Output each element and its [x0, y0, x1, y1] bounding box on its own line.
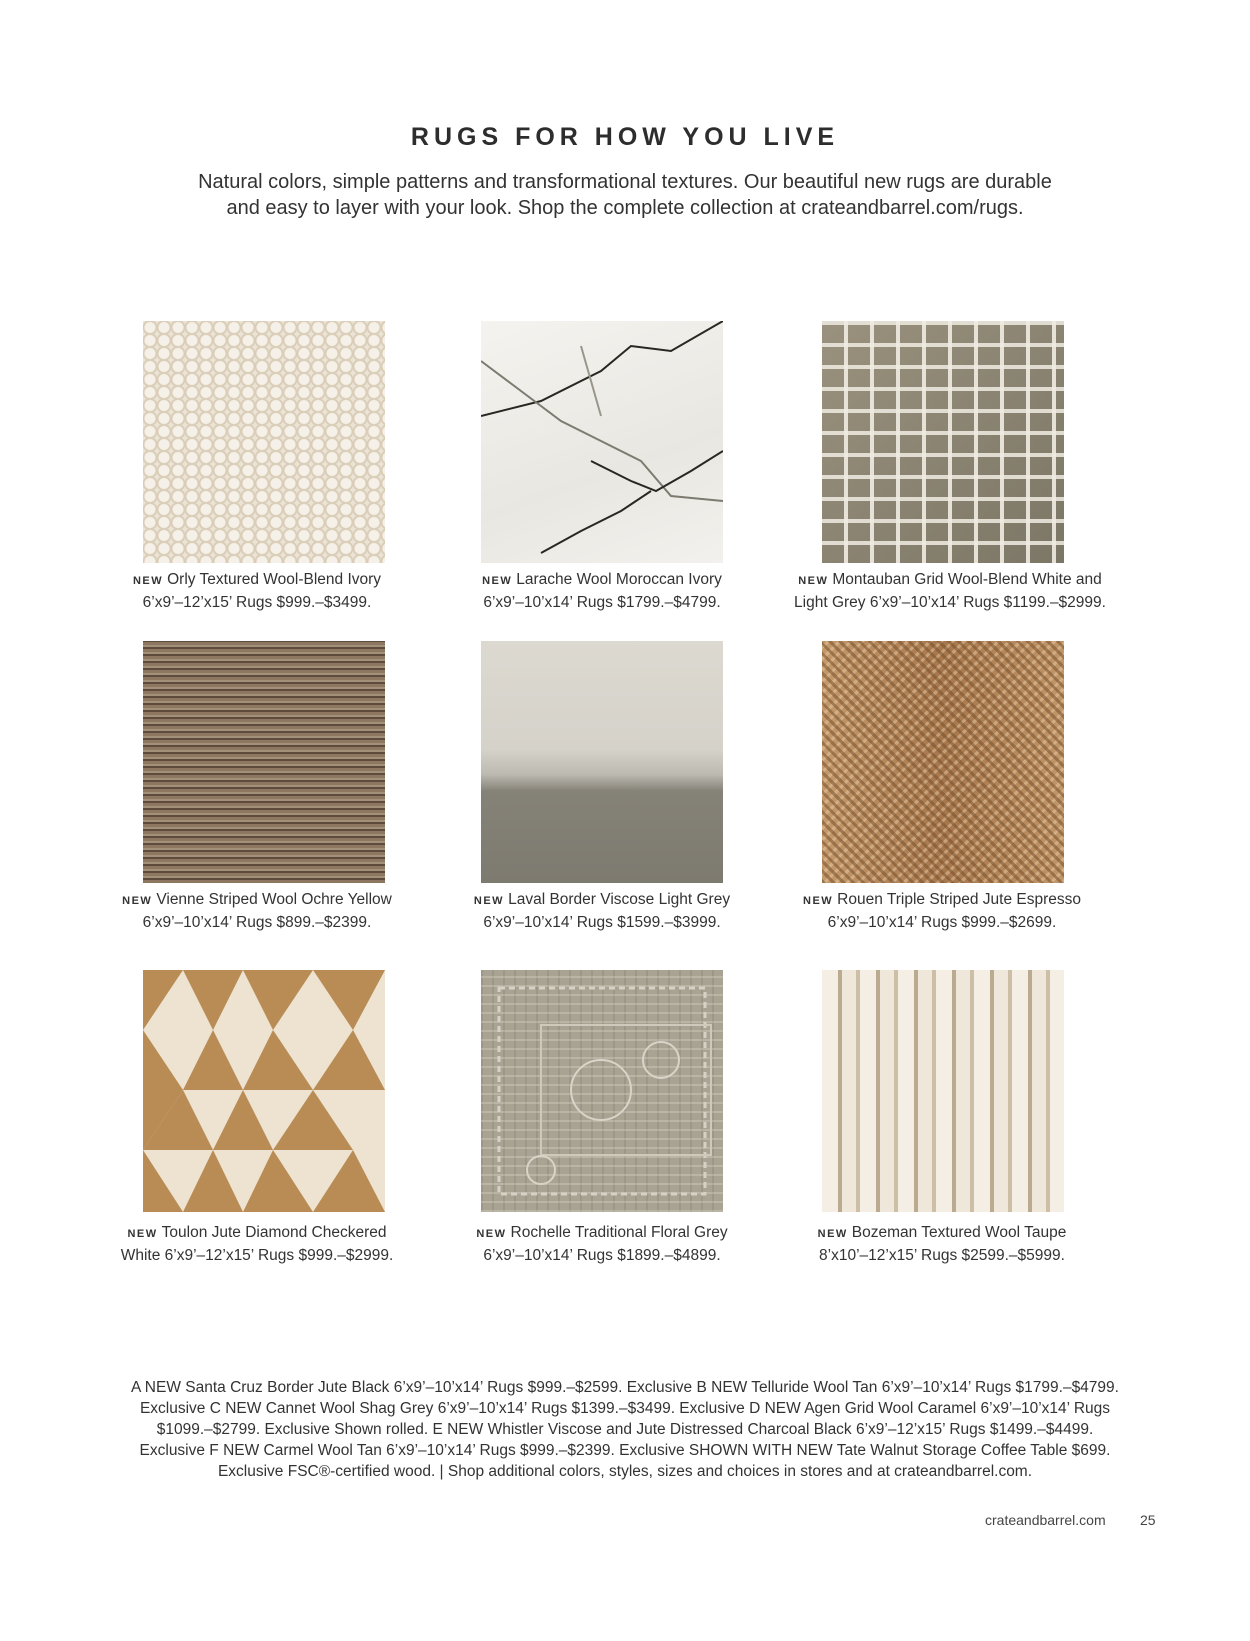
- rug-price: 6’x9’–12’x15’ Rugs $999.–$3499.: [142, 594, 372, 611]
- rug-image-bozeman[interactable]: [822, 970, 1064, 1212]
- rug-image-rochelle[interactable]: [481, 970, 723, 1212]
- rug-pattern: [481, 970, 723, 1212]
- page-number: 25: [1140, 1512, 1156, 1528]
- rug-caption: [780, 569, 1120, 614]
- new-badge: NEW: [476, 1228, 507, 1240]
- new-badge: NEW: [803, 895, 834, 907]
- rug-name: Larache Wool Moroccan Ivory: [516, 571, 722, 588]
- new-badge: NEW: [127, 1228, 158, 1240]
- intro-text: [0, 169, 1250, 221]
- product-footnote: [100, 1377, 1150, 1482]
- rug-caption: [107, 569, 407, 614]
- footnote-line: Exclusive F NEW Carmel Wool Tan 6’x9’–10’x14’ Rugs $999.–$2399. Exclusive SHOWN WITH NEW Tate Walnut Storage Coffee Table $699.: [139, 1442, 1111, 1459]
- rug-price: White 6’x9’–12’x15’ Rugs $999.–$2999.: [120, 1247, 394, 1264]
- rug-price: 6’x9’–10’x14’ Rugs $999.–$2699.: [827, 914, 1057, 931]
- new-badge: NEW: [798, 575, 829, 587]
- rug-price: 6’x9’–10’x14’ Rugs $1599.–$3999.: [483, 914, 721, 931]
- footnote-line: A NEW Santa Cruz Border Jute Black 6’x9’–10’x14’ Rugs $999.–$2599. Exclusive B NEW Telluride Wool Tan 6’x9’–10’x14’ Rugs $1799.–$4799.: [131, 1379, 1119, 1396]
- rug-image-laval[interactable]: [481, 641, 723, 883]
- rug-pattern: [481, 321, 723, 563]
- rug-name: Vienne Striped Wool Ochre Yellow: [156, 891, 392, 908]
- rug-image-toulon[interactable]: [143, 970, 385, 1212]
- rug-name: Rochelle Traditional Floral Grey: [510, 1224, 728, 1241]
- rug-price: Light Grey 6’x9’–10’x14’ Rugs $1199.–$2999.: [794, 594, 1106, 611]
- rug-caption: [792, 1222, 1092, 1267]
- new-badge: NEW: [122, 895, 153, 907]
- rug-price: 6’x9’–10’x14’ Rugs $1799.–$4799.: [483, 594, 721, 611]
- rug-name: Laval Border Viscose Light Grey: [508, 891, 731, 908]
- rug-name: Bozeman Textured Wool Taupe: [851, 1224, 1067, 1241]
- page-heading: RUGS FOR HOW YOU LIVE: [410, 123, 840, 151]
- rug-caption: [792, 889, 1092, 934]
- rug-pattern: [143, 970, 385, 1212]
- rug-name: Rouen Triple Striped Jute Espresso: [837, 891, 1081, 908]
- intro-line: Natural colors, simple patterns and transformational textures. Our beautiful new rugs are durable: [198, 171, 1052, 193]
- rug-image-larache[interactable]: [481, 321, 723, 563]
- rug-price: 6’x9’–10’x14’ Rugs $1899.–$4899.: [483, 1247, 721, 1264]
- new-badge: NEW: [482, 575, 513, 587]
- rug-caption: [107, 889, 407, 934]
- rug-price: 6’x9’–10’x14’ Rugs $899.–$2399.: [142, 914, 372, 931]
- rug-caption: [452, 889, 752, 934]
- rug-name: Toulon Jute Diamond Checkered: [161, 1224, 387, 1241]
- new-badge: NEW: [473, 895, 505, 907]
- footer-website[interactable]: crateandbarrel.com: [985, 1512, 1106, 1528]
- rug-caption: [452, 1222, 752, 1267]
- rug-image-montauban[interactable]: [822, 321, 1064, 563]
- rug-caption: [107, 1222, 407, 1267]
- rug-name: Orly Textured Wool-Blend Ivory: [167, 571, 382, 588]
- footnote-line: Exclusive C NEW Cannet Wool Shag Grey 6’x9’–10’x14’ Rugs $1399.–$3499. Exclusive D NEW Agen Grid Wool Caramel 6’x9’–10’x14’ Rugs: [139, 1400, 1111, 1417]
- new-badge: NEW: [132, 575, 164, 587]
- rug-image-vienne[interactable]: [143, 641, 385, 883]
- rug-price: 8’x10’–12’x15’ Rugs $2599.–$5999.: [819, 1247, 1065, 1264]
- new-badge: NEW: [817, 1228, 848, 1240]
- footnote-line: $1099.–$2799. Exclusive Shown rolled. E NEW Whistler Viscose and Jute Distressed Charcoal Black 6’x9’–12’x15’ Rugs $1499.–$4499.: [156, 1421, 1094, 1438]
- footnote-line: Exclusive FSC®-certified wood. | Shop additional colors, styles, sizes and choices in stores and at crateandbarrel.com.: [217, 1463, 1033, 1480]
- rug-image-orly[interactable]: [143, 321, 385, 563]
- rug-image-rouen[interactable]: [822, 641, 1064, 883]
- intro-line: and easy to layer with your look. Shop the complete collection at crateandbarrel.com/rugs.: [226, 197, 1024, 219]
- rug-caption: [452, 569, 752, 614]
- rug-name: Montauban Grid Wool-Blend White and: [832, 571, 1102, 588]
